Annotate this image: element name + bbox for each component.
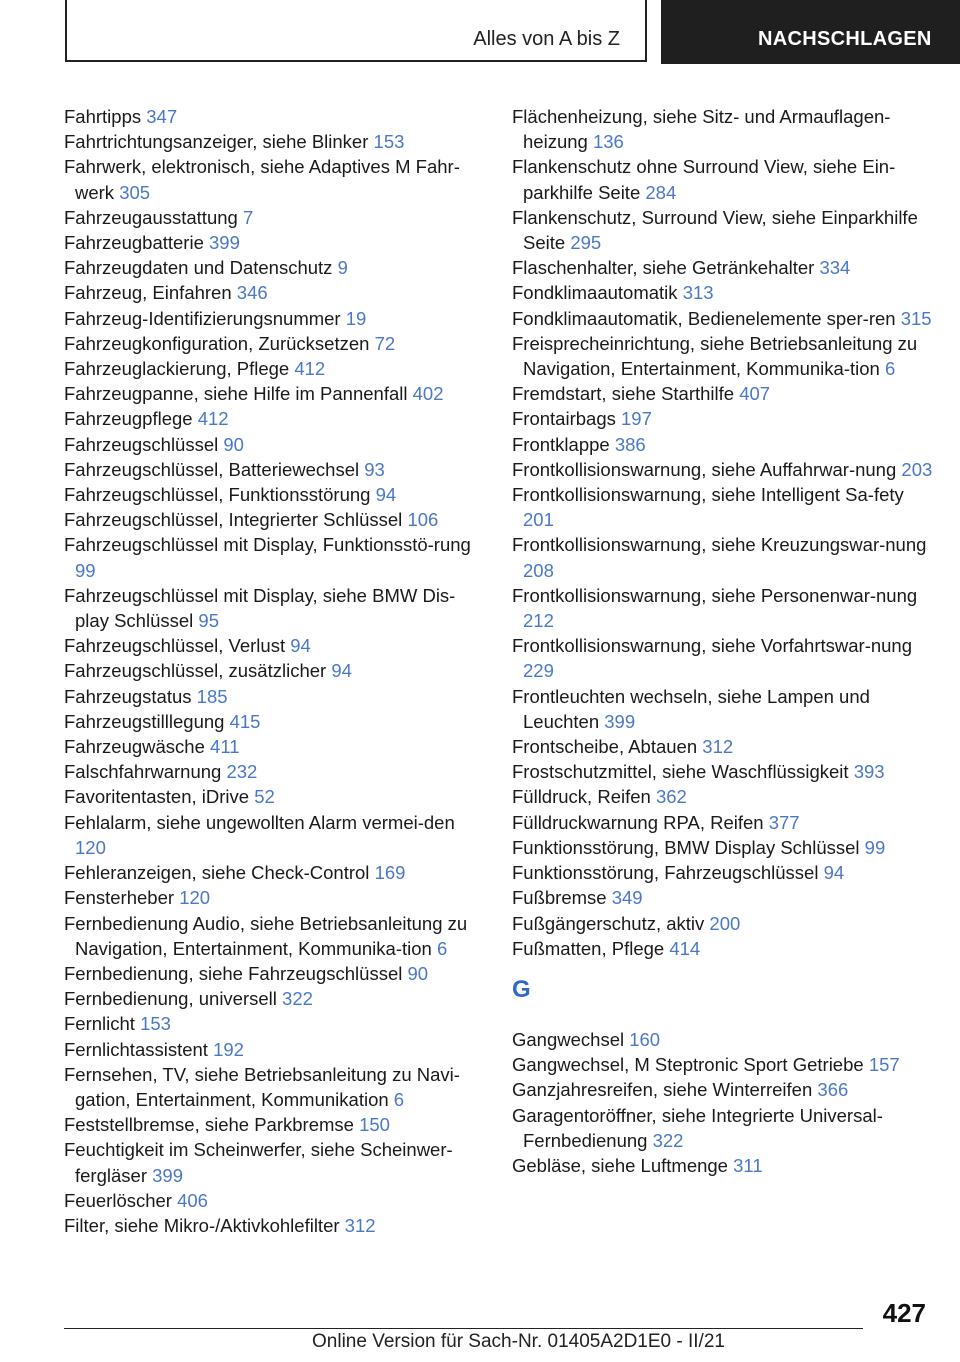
index-entry-page-link[interactable]: 386 — [614, 433, 646, 455]
index-entry — [512, 911, 937, 936]
index-entry — [512, 331, 937, 381]
index-entry-text: Fahrzeugschlüssel, Integrierter Schlüssel — [64, 509, 403, 531]
index-entry-text: Filter, siehe Mikro-/Aktivkohlefilter — [64, 1214, 340, 1236]
index-entry-page-link[interactable]: 203 — [901, 458, 933, 480]
index-entry-page-link[interactable]: 185 — [196, 685, 228, 707]
index-entry-text: Fondklimaautomatik — [512, 282, 678, 304]
index-entry-page-link[interactable]: 414 — [669, 937, 701, 959]
index-entry-text: Fehlalarm, siehe ungewollten Alarm vermei-den — [64, 811, 455, 833]
index-entry-text: Feuerlöscher — [64, 1189, 172, 1211]
index-entry-page-link[interactable]: 7 — [242, 206, 254, 228]
index-entry — [64, 684, 484, 709]
index-entry-text: Fahrzeugwäsche — [64, 736, 205, 758]
index-entry-page-link[interactable]: 99 — [864, 836, 886, 858]
index-entry-text: Fahrzeugschlüssel, Verlust — [64, 635, 286, 657]
index-entry-page-link[interactable]: 407 — [739, 383, 771, 405]
index-group-g — [512, 1027, 937, 1178]
index-entry-page-link[interactable]: 90 — [223, 433, 244, 455]
index-entry — [64, 986, 484, 1011]
index-entry-page-link[interactable]: 153 — [373, 131, 405, 153]
index-entry-page-link[interactable]: 346 — [236, 282, 268, 304]
index-entry-text: Fremdstart, siehe Starthilfe — [512, 383, 735, 405]
index-entry-page-link[interactable]: 415 — [229, 710, 261, 732]
index-entry-page-link[interactable]: 366 — [817, 1079, 849, 1101]
index-entry-page-link[interactable]: 192 — [213, 1038, 244, 1060]
index-entry-text: Fahrzeugkonfiguration, Zurücksetzen — [64, 332, 370, 354]
index-entry-text: Funktionsstörung, Fahrzeugschlüssel — [512, 862, 819, 884]
index-entry — [64, 129, 484, 154]
index-entry — [512, 885, 937, 910]
index-entry — [512, 784, 937, 809]
index-entry-text: Fernlichtassistent — [64, 1038, 208, 1060]
index-entry — [64, 205, 484, 230]
index-entry — [64, 1213, 484, 1238]
index-entry — [64, 759, 484, 784]
index-entry — [512, 255, 937, 280]
index-entry-text: Frontscheibe, Abtauen — [512, 736, 698, 758]
index-entry-page-link[interactable]: 72 — [374, 332, 396, 354]
index-entry-page-link[interactable]: 90 — [407, 962, 429, 984]
index-entry — [64, 1011, 484, 1036]
index-entry-text: Fahrzeugbatterie — [64, 232, 204, 254]
index-entry-page-link[interactable]: 19 — [345, 307, 367, 329]
index-entry-page-link[interactable]: 9 — [337, 257, 348, 279]
index-entry-text: Fülldruckwarnung RPA, Reifen — [512, 811, 764, 833]
index-entry-text: Fahrzeugschlüssel, zusätzlicher — [64, 660, 327, 682]
index-entry-page-link[interactable]: 393 — [853, 761, 885, 783]
index-entry — [64, 810, 484, 860]
index-entry-text: Fahrzeugschlüssel mit Display, Funktionsstö-rung — [64, 534, 471, 556]
index-entry-page-link[interactable]: 377 — [768, 811, 800, 833]
header-chapter-box — [661, 0, 960, 64]
index-entry-text: Frontkollisionswarnung, siehe Auffahrwar-nung — [512, 458, 897, 480]
index-entry-text: Fernsehen, TV, siehe Betriebsanleitung zu Navi-gation, Entertainment, Kommunikation — [64, 1063, 460, 1110]
index-entry — [64, 154, 484, 204]
index-entry-page-link[interactable]: 200 — [709, 912, 741, 934]
index-entry-page-link[interactable]: 160 — [629, 1028, 661, 1050]
index-entry-page-link[interactable]: 312 — [344, 1214, 376, 1236]
index-entry — [64, 709, 484, 734]
header-chapter-title: NACHSCHLAGEN — [758, 28, 932, 50]
index-entry — [64, 255, 484, 280]
index-entry-page-link[interactable]: 232 — [226, 761, 258, 783]
index-entry-page-link[interactable]: 399 — [209, 232, 240, 254]
index-entry-page-link[interactable]: 347 — [146, 106, 178, 127]
index-entry — [512, 154, 937, 204]
index-entry-text: Fondklimaautomatik, Bedienelemente sper-ren — [512, 307, 896, 329]
index-entry — [64, 1037, 484, 1062]
index-entry — [512, 432, 937, 457]
index-entry-page-link[interactable]: 311 — [733, 1154, 763, 1176]
index-entry — [512, 1077, 937, 1102]
index-entry-text: Fahrzeugschlüssel, Funktionsstörung — [64, 484, 371, 506]
index-entry — [64, 1188, 484, 1213]
index-entry-text: Frontkollisionswarnung, siehe Vorfahrtswar-nung — [512, 635, 913, 657]
index-entry — [64, 331, 484, 356]
index-entry — [512, 684, 937, 734]
index-entry — [512, 205, 937, 255]
index-entry — [512, 583, 937, 633]
index-entry-page-link[interactable]: 284 — [645, 181, 677, 203]
header-section-title: Alles von A bis Z — [473, 28, 620, 50]
index-entry-page-link[interactable]: 208 — [523, 559, 554, 581]
index-entry-page-link[interactable]: 94 — [375, 484, 397, 506]
index-entry-page-link[interactable]: 212 — [523, 610, 554, 632]
index-entry — [64, 860, 484, 885]
index-entry-text: Freisprecheinrichtung, siehe Betriebsanleitung zu Navigation, Entertainment, Kommunika-tion — [512, 332, 918, 380]
index-entry-page-link[interactable]: 157 — [868, 1054, 900, 1076]
index-entry-text: Frontklappe — [512, 433, 610, 455]
index-entry-text: Fahrzeugstatus — [64, 685, 192, 707]
index-entry-page-link[interactable]: 201 — [523, 509, 554, 531]
index-entry-text: Frontleuchten wechseln, siehe Lampen und Leuchten — [512, 685, 870, 732]
index-entry-text: Flankenschutz, Surround View, siehe Einparkhilfe Seite — [512, 206, 918, 254]
letter-heading: G — [512, 975, 531, 1003]
index-entry-page-link[interactable]: 411 — [210, 736, 240, 758]
index-column-right — [512, 104, 937, 1178]
index-entry-text: Frontairbags — [512, 408, 616, 430]
index-entry-text: Garagentoröffner, siehe Integrierte Universal-Fernbedienung — [512, 1104, 883, 1151]
index-entry-text: Fußgängerschutz, aktiv — [512, 912, 705, 934]
page-number: 427 — [882, 1298, 926, 1328]
index-entry-text: Frontkollisionswarnung, siehe Personenwar-nung — [512, 584, 918, 606]
index-entry — [64, 1112, 484, 1137]
index-entry-text: Fahrwerk, elektronisch, siehe Adaptives M Fahr-werk — [64, 156, 460, 203]
index-entry — [64, 734, 484, 759]
index-entry-text: Fernbedienung, siehe Fahrzeugschlüssel — [64, 962, 403, 984]
index-entry — [512, 381, 937, 406]
index-entry — [64, 230, 484, 255]
index-entry — [512, 104, 937, 154]
index-entry-page-link[interactable]: 136 — [592, 131, 624, 153]
index-entry-text: Frostschutzmittel, siehe Waschflüssigkeit — [512, 761, 849, 783]
index-entry-page-link[interactable]: 99 — [75, 559, 96, 581]
index-entry-page-link[interactable]: 402 — [412, 383, 444, 405]
index-entry-page-link[interactable]: 169 — [374, 862, 406, 884]
index-entry — [512, 936, 937, 961]
index-entry — [512, 835, 937, 860]
index-entry — [64, 432, 484, 457]
index-entry-text: Fensterheber — [64, 887, 175, 909]
index-entry — [64, 280, 484, 305]
index-entry — [64, 507, 484, 532]
index-entry — [64, 306, 484, 331]
index-entry — [512, 860, 937, 885]
index-entry — [512, 1153, 937, 1178]
index-entry — [64, 885, 484, 910]
header-section-box — [65, 0, 647, 62]
index-entry — [64, 381, 484, 406]
index-entry-page-link[interactable]: 52 — [254, 786, 275, 808]
index-entry-text: Fehleranzeigen, siehe Check-Control — [64, 862, 370, 884]
index-entry-page-link[interactable]: 153 — [140, 1013, 171, 1035]
index-group-f — [512, 104, 937, 961]
index-entry-text: Frontkollisionswarnung, siehe Intelligent Sa-fety — [512, 484, 904, 506]
index-entry-page-link[interactable]: 305 — [119, 181, 151, 203]
index-entry-text: Fülldruck, Reifen — [512, 786, 651, 808]
index-entry-page-link[interactable]: 6 — [436, 937, 448, 959]
index-entry-page-link[interactable]: 406 — [177, 1189, 208, 1211]
index-entry-text: Feuchtigkeit im Scheinwerfer, siehe Scheinwer-fergläser — [64, 1139, 453, 1186]
index-entry — [64, 1062, 484, 1112]
index-entry — [512, 482, 937, 532]
index-entry-text: Fernlicht — [64, 1013, 135, 1035]
index-entry-text: Fahrzeugausstattung — [64, 206, 238, 228]
index-entry — [512, 1103, 937, 1153]
index-entry — [64, 532, 484, 582]
index-entry-text: Flaschenhalter, siehe Getränkehalter — [512, 257, 815, 279]
index-entry-text: Gangwechsel, M Steptronic Sport Getriebe — [512, 1054, 864, 1076]
index-entry — [64, 457, 484, 482]
index-entry — [64, 104, 484, 129]
index-entry — [512, 306, 937, 331]
index-entry-text: Fahrtrichtungsanzeiger, siehe Blinker — [64, 131, 369, 153]
index-entry-text: Fahrzeugschlüssel mit Display, siehe BMW Dis-play Schlüssel — [64, 584, 456, 632]
index-entry-page-link[interactable]: 399 — [152, 1164, 183, 1186]
index-entry — [64, 658, 484, 683]
index-entry-text: Fahrzeuglackierung, Pflege — [64, 358, 290, 380]
index-entry-page-link[interactable]: 95 — [198, 610, 219, 632]
index-entry-text: Fernbedienung, universell — [64, 988, 277, 1010]
index-entry — [512, 457, 937, 482]
footer-divider — [64, 1328, 863, 1329]
index-entry — [64, 961, 484, 986]
index-entry-text: Frontkollisionswarnung, siehe Kreuzungswar-nung — [512, 534, 927, 556]
index-entry-text: Funktionsstörung, BMW Display Schlüssel — [512, 836, 860, 858]
index-entry — [64, 406, 484, 431]
index-entry-text: Gangwechsel — [512, 1028, 625, 1050]
index-entry-page-link[interactable]: 312 — [702, 736, 734, 758]
index-entry-text: Flächenheizung, siehe Sitz- und Armauflagen-heizung — [512, 106, 891, 153]
index-entry-text: Fernbedienung Audio, siehe Betriebsanleitung zu Navigation, Entertainment, Kommunika-tion — [64, 912, 468, 959]
index-entry-page-link[interactable]: 94 — [331, 660, 352, 682]
index-entry-text: Fußbremse — [512, 887, 607, 909]
index-entry-page-link[interactable]: 94 — [823, 862, 845, 884]
index-column-left — [64, 104, 484, 1238]
index-entry-text: Falschfahrwarnung — [64, 761, 222, 783]
index-entry — [512, 1052, 937, 1077]
index-entry-page-link[interactable]: 412 — [294, 358, 326, 380]
index-entry — [64, 911, 484, 961]
index-entry-page-link[interactable]: 322 — [652, 1129, 684, 1151]
index-entry-page-link[interactable]: 120 — [75, 836, 106, 858]
index-entry-page-link[interactable]: 120 — [179, 887, 211, 909]
index-entry — [64, 583, 484, 633]
index-entry — [512, 280, 937, 305]
index-entry-text: Fahrzeugschlüssel — [64, 433, 219, 455]
index-entry — [64, 356, 484, 381]
index-entry — [512, 633, 937, 683]
index-entry — [64, 1137, 484, 1187]
index-entry-page-link[interactable]: 362 — [655, 786, 687, 808]
index-entry-page-link[interactable]: 315 — [900, 307, 932, 329]
index-entry-text: Fahrzeugschlüssel, Batteriewechsel — [64, 458, 360, 480]
index-entry-text: Ganzjahresreifen, siehe Winterreifen — [512, 1079, 813, 1101]
index-entry-page-link[interactable]: 150 — [359, 1114, 390, 1136]
index-entry-page-link[interactable]: 313 — [682, 282, 714, 304]
index-entry-text: Fahrzeugpflege — [64, 408, 193, 430]
index-entry-page-link[interactable]: 412 — [197, 408, 229, 430]
index-entry — [64, 633, 484, 658]
index-entry-page-link[interactable]: 6 — [884, 358, 896, 380]
index-entry-text: Fahrzeugdaten und Datenschutz — [64, 257, 333, 279]
index-entry-page-link[interactable]: 399 — [604, 710, 636, 732]
index-entry-text: Fahrzeugstilllegung — [64, 710, 225, 732]
index-entry-text: Fahrzeug, Einfahren — [64, 282, 232, 304]
index-entry — [512, 759, 937, 784]
index-entry — [512, 532, 937, 582]
index-entry — [512, 734, 937, 759]
index-entry-page-link[interactable]: 93 — [364, 458, 385, 480]
index-entry — [512, 810, 937, 835]
index-entry-page-link[interactable]: 6 — [393, 1088, 405, 1110]
index-entry-text: Fahrzeug-Identifizierungsnummer — [64, 307, 341, 329]
index-entry-text: Fahrzeugpanne, siehe Hilfe im Pannenfall — [64, 383, 408, 405]
index-entry-page-link[interactable]: 322 — [282, 988, 313, 1010]
index-entry-text: Flankenschutz ohne Surround View, siehe Ein-parkhilfe Seite — [512, 156, 896, 203]
index-entry — [512, 406, 937, 431]
index-entry — [64, 784, 484, 809]
footer-version-text: Online Version für Sach-Nr. 01405A2D1E0 - II/21 — [312, 1331, 725, 1352]
index-entry-text: Fußmatten, Pflege — [512, 937, 665, 959]
index-entry-page-link[interactable]: 106 — [407, 509, 439, 531]
index-entry-text: Favoritentasten, iDrive — [64, 786, 250, 808]
index-entry — [512, 1027, 937, 1052]
index-entry-page-link[interactable]: 197 — [621, 408, 652, 430]
index-entry-page-link[interactable]: 295 — [570, 232, 602, 254]
index-entry-text: Fahrtipps — [64, 106, 142, 127]
index-entry-text: Gebläse, siehe Luftmenge — [512, 1154, 728, 1176]
index-entry — [64, 482, 484, 507]
index-entry-page-link[interactable]: 94 — [290, 635, 311, 657]
index-entry-page-link[interactable]: 229 — [523, 660, 554, 682]
index-entry-text: Feststellbremse, siehe Parkbremse — [64, 1114, 354, 1136]
index-entry-page-link[interactable]: 334 — [819, 257, 851, 279]
index-entry-page-link[interactable]: 349 — [611, 887, 643, 909]
